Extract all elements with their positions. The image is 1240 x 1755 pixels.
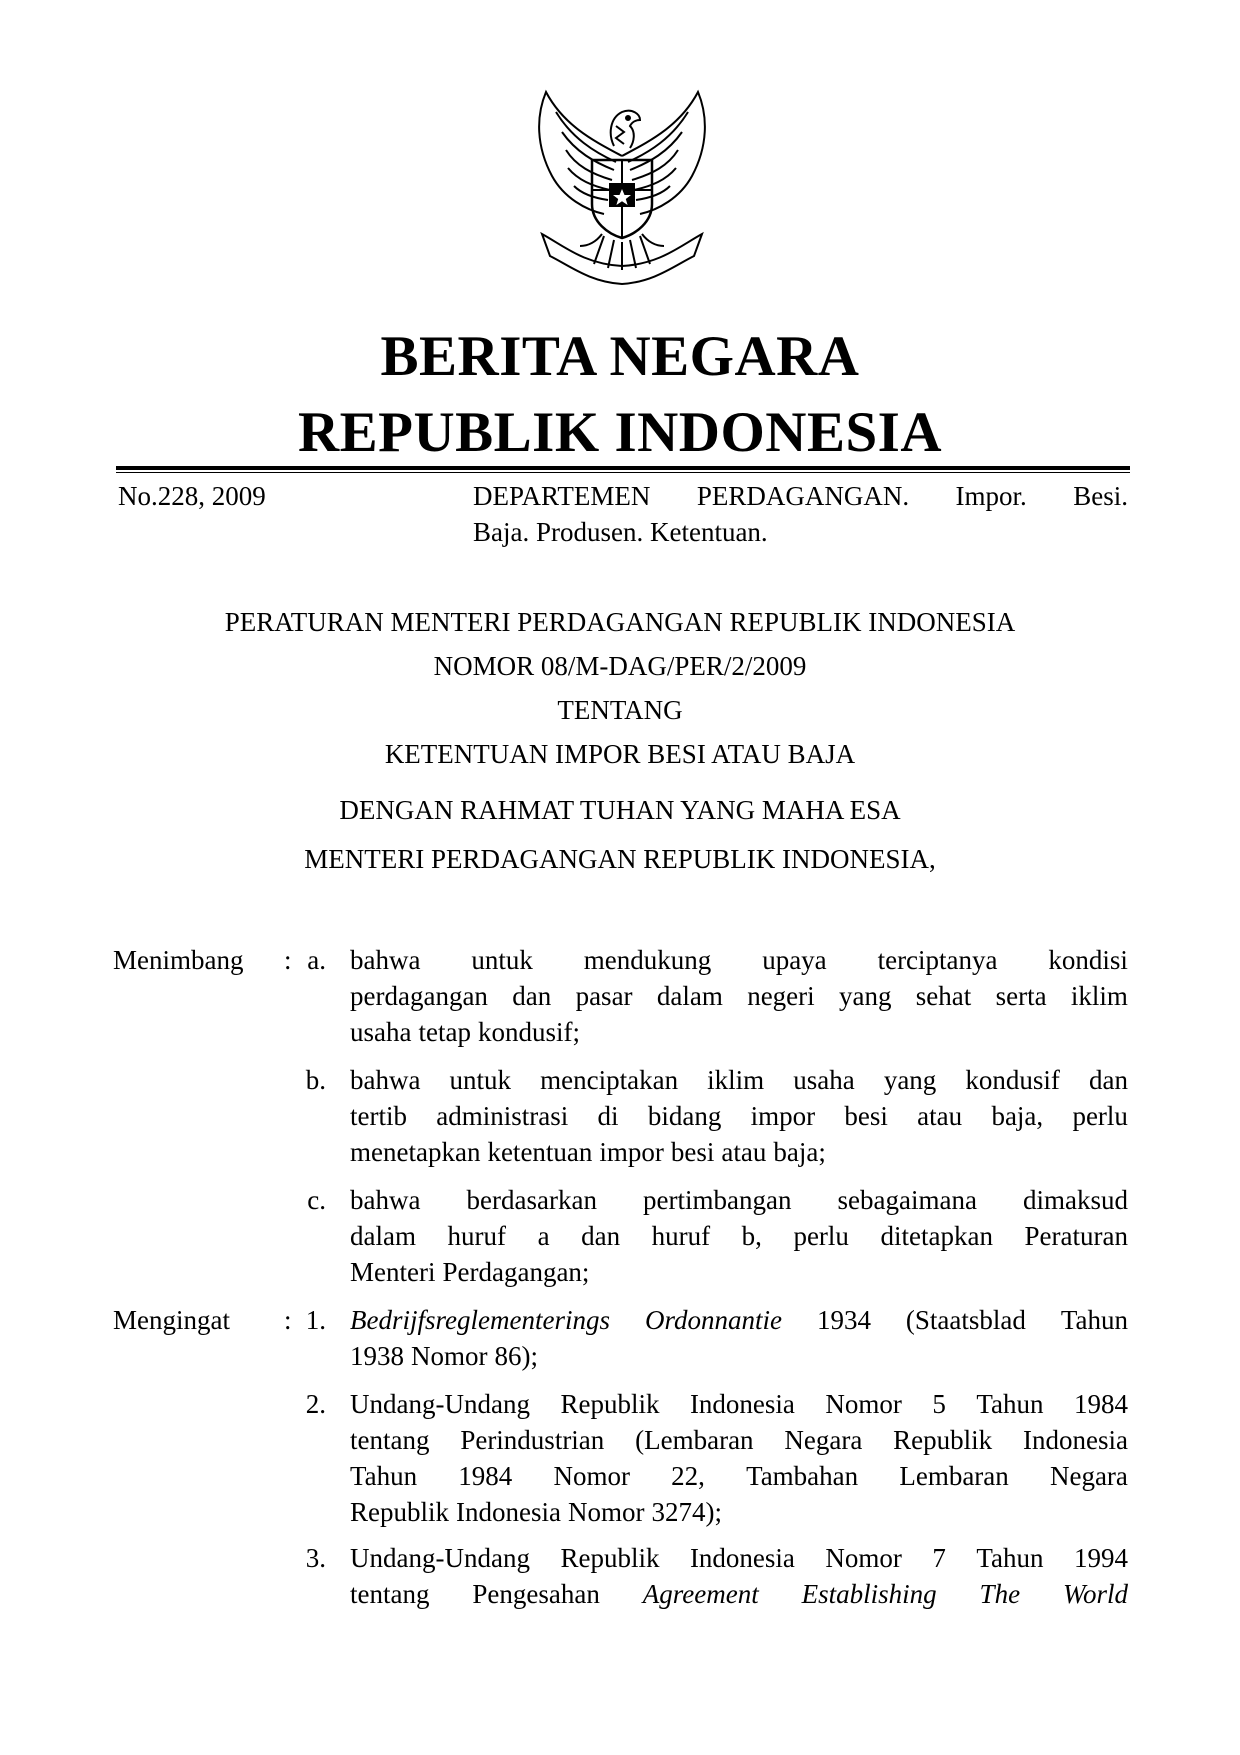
text-word: untuk bbox=[449, 1065, 512, 1095]
text-word: (Lembaran bbox=[635, 1425, 754, 1455]
text-word: Nomor bbox=[411, 1341, 488, 1371]
regulation-title: PERATURAN MENTERI PERDAGANGAN REPUBLIK INDONESIA bbox=[224, 607, 1016, 637]
text-word: besi bbox=[844, 1101, 888, 1131]
text-word: Tahun bbox=[350, 1461, 418, 1491]
text-word: Peraturan bbox=[1024, 1221, 1128, 1251]
text-word: Nomor bbox=[567, 1497, 645, 1527]
subject-line-2: Baja. Produsen. Ketentuan. bbox=[473, 517, 768, 547]
text-word: 86); bbox=[494, 1341, 538, 1371]
text-word: yang bbox=[883, 1065, 937, 1095]
text-word: yang bbox=[838, 981, 892, 1011]
text-word: Impor. bbox=[955, 481, 1027, 511]
text-word: 1984 bbox=[1073, 1389, 1128, 1419]
text-word: bahwa bbox=[350, 1185, 421, 1215]
subject-line-1 bbox=[473, 478, 1128, 514]
mengingat-marker-2: 2. bbox=[305, 1389, 326, 1419]
text-word: menetapkan bbox=[350, 1137, 481, 1167]
text-word: bahwa bbox=[350, 945, 421, 975]
text-word: Bedrijfsreglementerings bbox=[350, 1305, 610, 1335]
text-word: huruf bbox=[447, 1221, 507, 1251]
text-word: Perindustrian bbox=[460, 1425, 605, 1455]
text-word: Republik bbox=[350, 1497, 449, 1527]
mengingat-marker-1: 1. bbox=[305, 1305, 326, 1335]
text-word: tertib bbox=[350, 1101, 407, 1131]
text-word: Perdagangan; bbox=[442, 1257, 590, 1287]
text-word: upaya bbox=[762, 945, 827, 975]
text-word: administrasi bbox=[436, 1101, 569, 1131]
text-word: atau bbox=[917, 1101, 963, 1131]
mengingat-marker-3: 3. bbox=[305, 1543, 326, 1573]
text-word: The bbox=[979, 1579, 1021, 1609]
text-word: serta bbox=[995, 981, 1047, 1011]
mengingat-item-3 bbox=[350, 1540, 1128, 1612]
text-word: berdasarkan bbox=[466, 1185, 597, 1215]
text-word: di bbox=[597, 1101, 619, 1131]
text-word: perlu bbox=[1072, 1101, 1128, 1131]
text-word: Agreement bbox=[642, 1579, 759, 1609]
text-word: Indonesia bbox=[456, 1497, 561, 1527]
text-word: World bbox=[1062, 1579, 1128, 1609]
text-word: Tahun bbox=[976, 1389, 1044, 1419]
text-word: Nomor bbox=[825, 1543, 902, 1573]
text-word: Indonesia bbox=[689, 1389, 795, 1419]
gazette-subject bbox=[473, 478, 1128, 550]
text-word: besi bbox=[670, 1137, 715, 1167]
text-word: sehat bbox=[915, 981, 972, 1011]
text-word: kondusif bbox=[965, 1065, 1060, 1095]
text-word: Republik bbox=[560, 1543, 660, 1573]
text-word: (Staatsblad bbox=[905, 1305, 1026, 1335]
text-word: dan bbox=[1088, 1065, 1128, 1095]
menimbang-marker-b: b. bbox=[305, 1065, 326, 1095]
text-word: kondusif; bbox=[477, 1017, 580, 1047]
text-word: Establishing bbox=[801, 1579, 937, 1609]
text-word: 1934 bbox=[816, 1305, 871, 1335]
text-word: Indonesia bbox=[689, 1543, 795, 1573]
text-word: ketentuan bbox=[487, 1137, 593, 1167]
text-word: 5 bbox=[932, 1389, 946, 1419]
text-word: tentang bbox=[350, 1425, 430, 1455]
menimbang-item-a bbox=[350, 942, 1128, 1050]
text-word: dalam bbox=[350, 1221, 416, 1251]
gazette-number: No.228, 2009 bbox=[118, 481, 266, 511]
issuing-authority: MENTERI PERDAGANGAN REPUBLIK INDONESIA, bbox=[304, 844, 936, 874]
text-word: Nomor bbox=[553, 1461, 630, 1491]
text-word: 22, bbox=[671, 1461, 705, 1491]
text-word: Pengesahan bbox=[472, 1579, 600, 1609]
menimbang-label: Menimbang bbox=[113, 945, 244, 975]
text-word: iklim bbox=[707, 1065, 765, 1095]
text-word: usaha bbox=[350, 1017, 412, 1047]
text-word: Undang-Undang bbox=[350, 1389, 530, 1419]
text-word: terciptanya bbox=[877, 945, 998, 975]
text-word: usaha bbox=[793, 1065, 855, 1095]
text-word: kondisi bbox=[1048, 945, 1128, 975]
text-word: iklim bbox=[1070, 981, 1128, 1011]
text-word: ditetapkan bbox=[880, 1221, 993, 1251]
text-word: dan bbox=[512, 981, 552, 1011]
text-word: perlu bbox=[793, 1221, 849, 1251]
text-word: Tahun bbox=[976, 1543, 1044, 1573]
text-word: Lembaran bbox=[899, 1461, 1009, 1491]
text-word: PERDAGANGAN. bbox=[696, 481, 910, 511]
text-word: Tahun bbox=[1060, 1305, 1128, 1335]
text-word: Undang-Undang bbox=[350, 1543, 530, 1573]
invocation: DENGAN RAHMAT TUHAN YANG MAHA ESA bbox=[339, 795, 901, 825]
text-word: bidang bbox=[647, 1101, 722, 1131]
text-word: dan bbox=[581, 1221, 621, 1251]
text-word: dalam bbox=[656, 981, 723, 1011]
regulation-subject: KETENTUAN IMPOR BESI ATAU BAJA bbox=[384, 739, 856, 769]
text-word: DEPARTEMEN bbox=[473, 481, 651, 511]
masthead-title: BERITA NEGARA bbox=[380, 325, 860, 388]
text-word: impor bbox=[750, 1101, 816, 1131]
regulation-number: NOMOR 08/M-DAG/PER/2/2009 bbox=[433, 651, 807, 681]
text-word: Republik bbox=[560, 1389, 660, 1419]
text-word: impor bbox=[599, 1137, 664, 1167]
text-word: tentang bbox=[350, 1579, 430, 1609]
text-word: pasar bbox=[575, 981, 633, 1011]
text-word: perdagangan bbox=[350, 981, 488, 1011]
menimbang-colon: : bbox=[284, 945, 292, 975]
text-word: a bbox=[537, 1221, 550, 1251]
text-word: baja, bbox=[991, 1101, 1044, 1131]
text-word: sebagaimana bbox=[837, 1185, 977, 1215]
text-word: 1938 bbox=[350, 1341, 404, 1371]
mengingat-item-2 bbox=[350, 1386, 1128, 1530]
text-word: pertimbangan bbox=[643, 1185, 792, 1215]
text-word: Republik bbox=[893, 1425, 993, 1455]
garuda-pancasila-emblem bbox=[524, 86, 720, 298]
text-word: Negara bbox=[784, 1425, 863, 1455]
masthead-divider bbox=[116, 466, 1130, 470]
text-word: 1984 bbox=[458, 1461, 513, 1491]
menimbang-item-b bbox=[350, 1062, 1128, 1170]
text-word: Tambahan bbox=[746, 1461, 859, 1491]
text-word: 7 bbox=[932, 1543, 946, 1573]
menimbang-marker-c: c. bbox=[307, 1185, 326, 1215]
text-word: Indonesia bbox=[1023, 1425, 1128, 1455]
text-word: atau bbox=[721, 1137, 767, 1167]
text-word: Menteri bbox=[350, 1257, 436, 1287]
text-word: Besi. bbox=[1073, 481, 1128, 511]
mengingat-label: Mengingat bbox=[113, 1305, 230, 1335]
mengingat-colon: : bbox=[284, 1305, 292, 1335]
masthead-subtitle: REPUBLIK INDONESIA bbox=[297, 401, 943, 464]
text-word: baja; bbox=[773, 1137, 826, 1167]
text-word: b, bbox=[741, 1221, 762, 1251]
text-word: negeri bbox=[747, 981, 815, 1011]
menimbang-marker-a: a. bbox=[307, 945, 326, 975]
regulation-about: TENTANG bbox=[557, 695, 683, 725]
text-word: untuk bbox=[471, 945, 533, 975]
text-word: Negara bbox=[1049, 1461, 1128, 1491]
text-word: bahwa bbox=[350, 1065, 421, 1095]
text-word: mendukung bbox=[583, 945, 712, 975]
text-word: Nomor bbox=[825, 1389, 902, 1419]
mengingat-item-1 bbox=[350, 1302, 1128, 1374]
text-word: dimaksud bbox=[1022, 1185, 1128, 1215]
text-word: 1994 bbox=[1073, 1543, 1128, 1573]
text-word: Ordonnantie bbox=[644, 1305, 782, 1335]
menimbang-item-c bbox=[350, 1182, 1128, 1290]
text-word: huruf bbox=[651, 1221, 711, 1251]
text-word: 3274); bbox=[651, 1497, 722, 1527]
text-word: tetap bbox=[418, 1017, 471, 1047]
text-word: menciptakan bbox=[540, 1065, 679, 1095]
masthead-divider-thin bbox=[116, 472, 1130, 473]
